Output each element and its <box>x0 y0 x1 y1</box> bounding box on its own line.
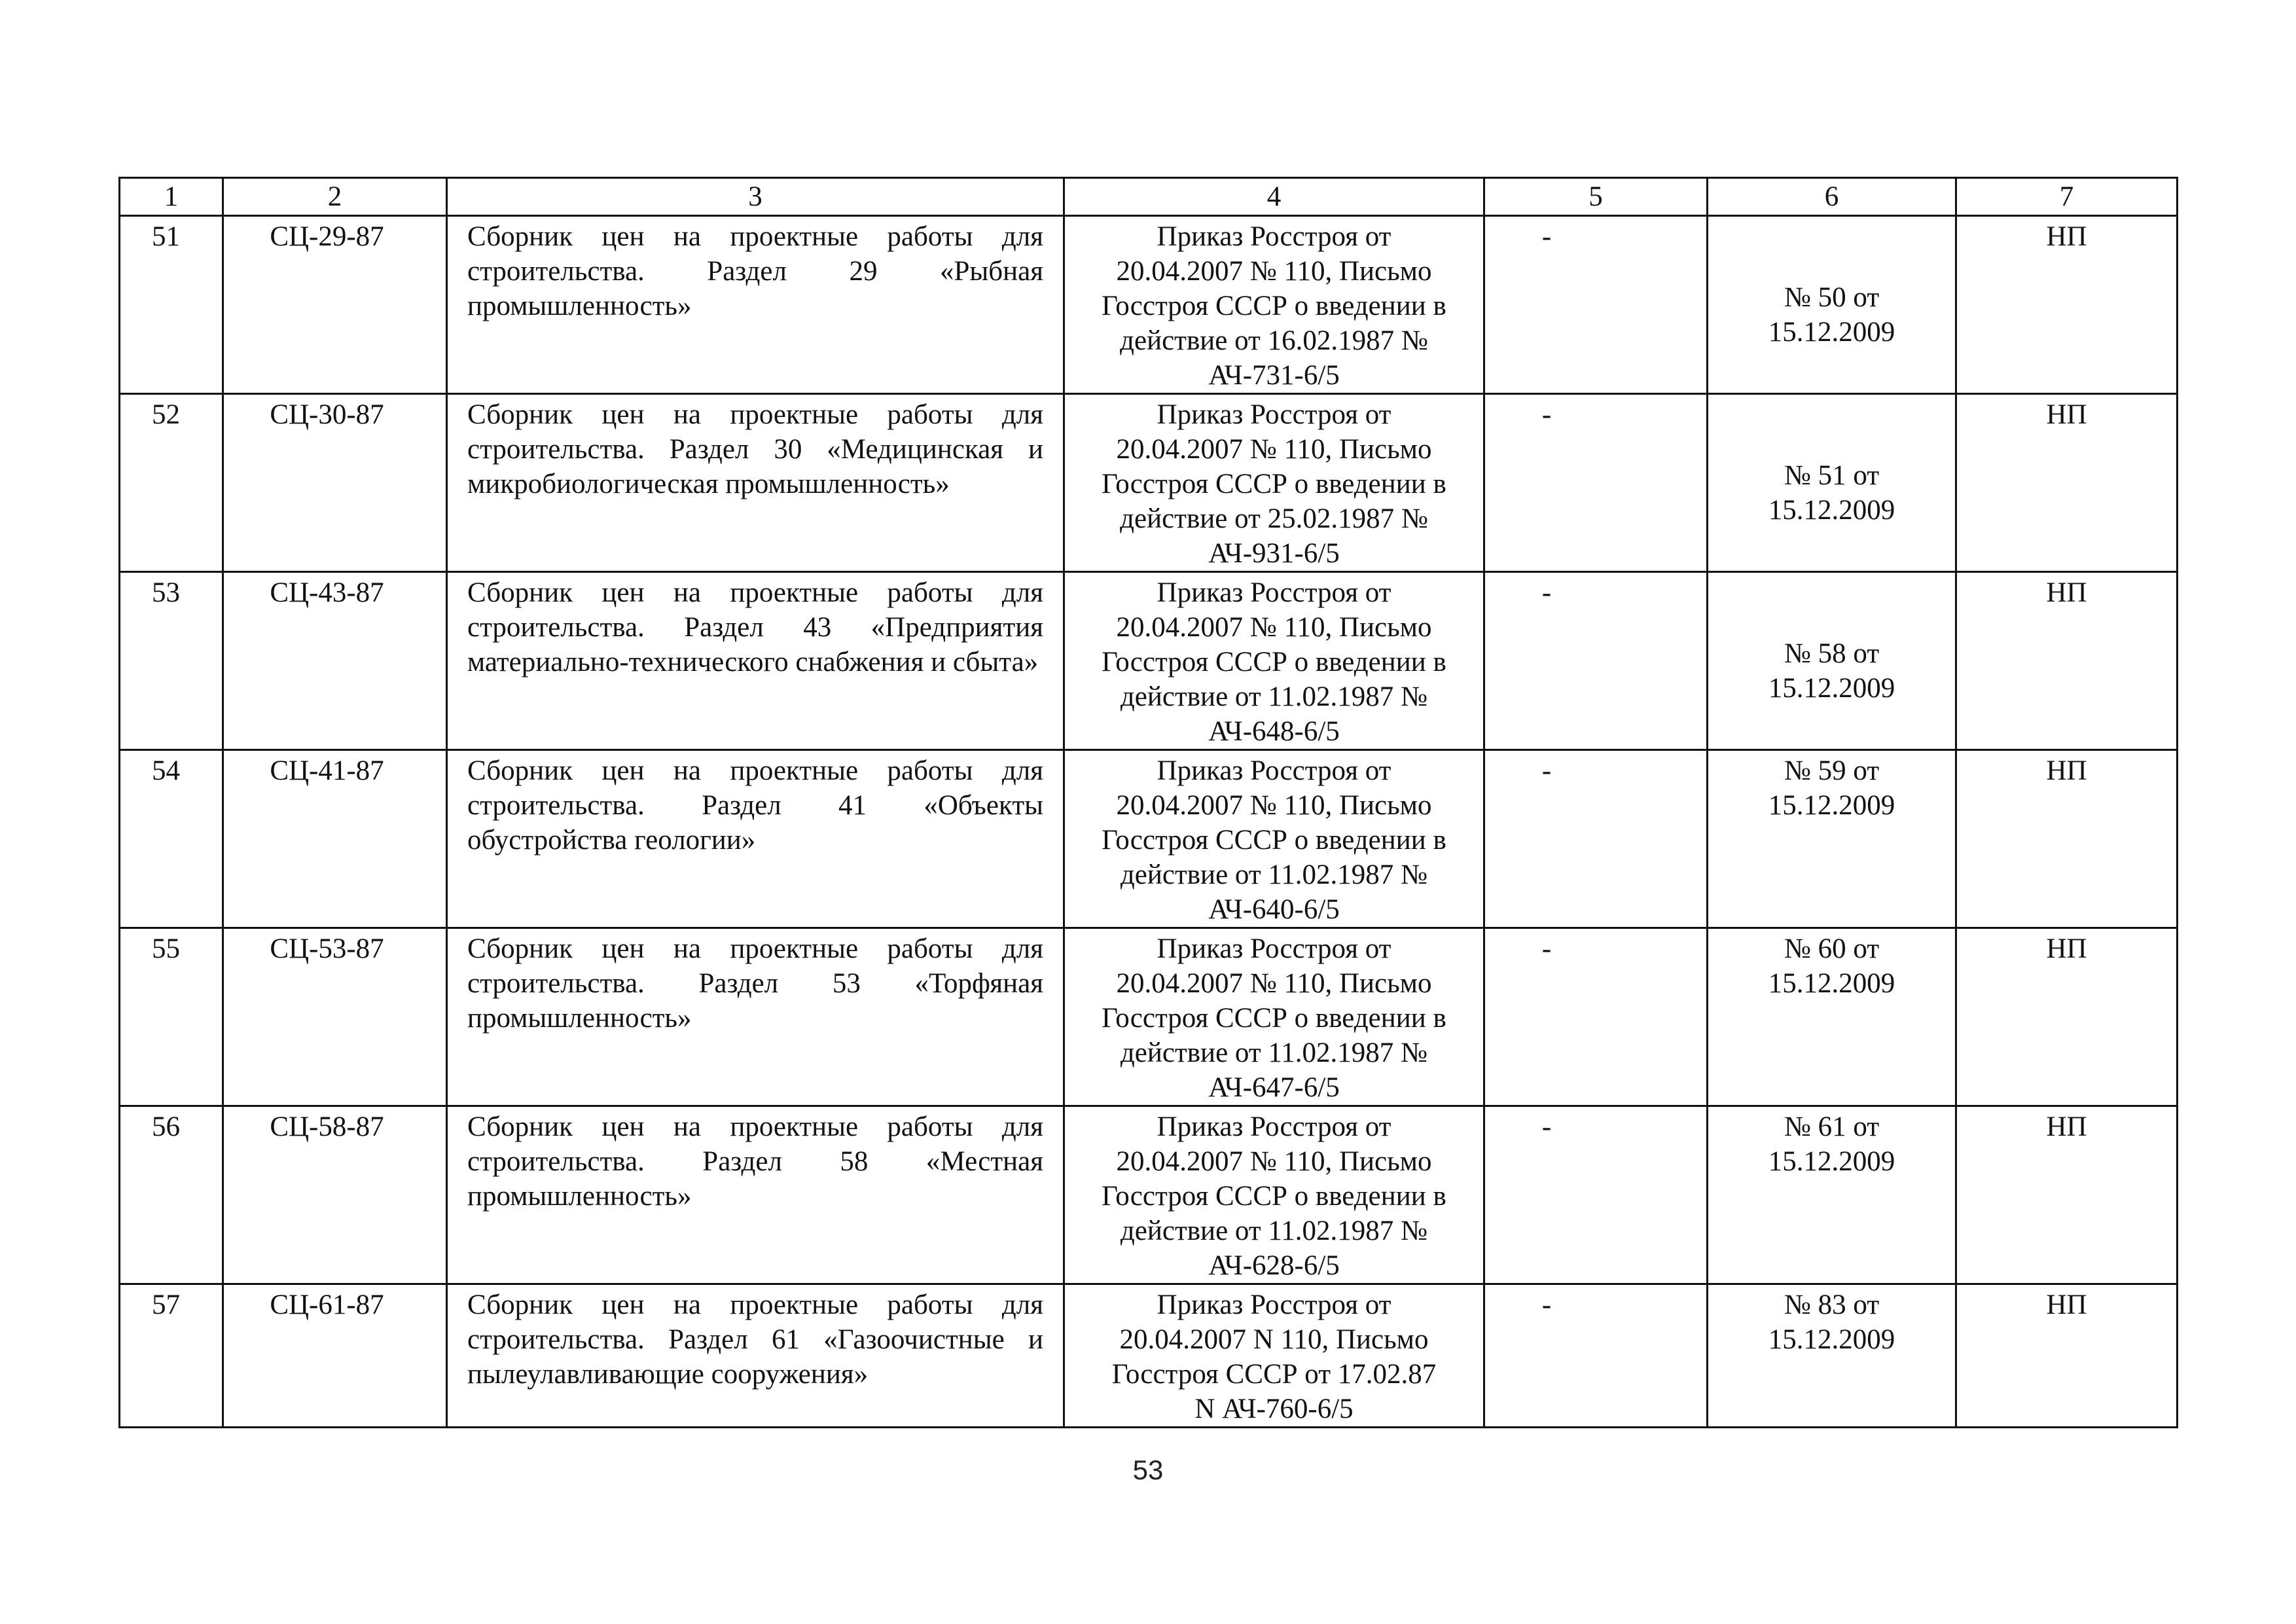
ref-line: 15.12.2009 <box>1768 672 1895 704</box>
status-value: НП <box>1956 1106 2178 1284</box>
order-line: 20.04.2007 № 110, Письмо <box>1116 968 1432 999</box>
document-code: СЦ-30-87 <box>223 394 447 572</box>
header-cell-1: 1 <box>120 178 223 216</box>
order-reference <box>1064 928 1484 1106</box>
order-line: Приказ Росстроя от <box>1157 933 1391 964</box>
document-title: Сборник цен на проектные работы для строительства. Раздел 30 «Медицинская и микробиологическая промышленность» <box>447 394 1064 572</box>
row-number: 54 <box>120 750 223 928</box>
order-line: АЧ-731-6/5 <box>1208 360 1340 391</box>
protocol-reference <box>1708 394 1956 572</box>
document-title: Сборник цен на проектные работы для строительства. Раздел 61 «Газоочистные и пылеулавливающие сооружения» <box>447 1284 1064 1428</box>
order-line: Приказ Росстроя от <box>1157 755 1391 786</box>
order-line: АЧ-628-6/5 <box>1208 1250 1340 1281</box>
protocol-reference <box>1708 750 1956 928</box>
order-line: 20.04.2007 N 110, Письмо <box>1119 1324 1429 1355</box>
protocol-reference <box>1708 572 1956 750</box>
document-title: Сборник цен на проектные работы для строительства. Раздел 53 «Торфяная промышленность» <box>447 928 1064 1106</box>
order-reference <box>1064 1106 1484 1284</box>
table-row <box>120 216 2178 394</box>
row-number: 55 <box>120 928 223 1106</box>
document-title: Сборник цен на проектные работы для строительства. Раздел 58 «Местная промышленность» <box>447 1106 1064 1284</box>
ref-line: 15.12.2009 <box>1768 790 1895 821</box>
protocol-reference <box>1708 216 1956 394</box>
document-title: Сборник цен на проектные работы для строительства. Раздел 41 «Объекты обустройства геологии» <box>447 750 1064 928</box>
page-number: 53 <box>1132 1454 1164 1485</box>
status-value: НП <box>1956 216 2178 394</box>
table-row <box>120 572 2178 750</box>
order-line: АЧ-648-6/5 <box>1208 716 1340 747</box>
order-line: N АЧ-760-6/5 <box>1194 1394 1354 1424</box>
order-reference <box>1064 572 1484 750</box>
document-title: Сборник цен на проектные работы для строительства. Раздел 43 «Предприятия материально-технического снабжения и сбыта» <box>447 572 1064 750</box>
row-number: 51 <box>120 216 223 394</box>
row-number: 57 <box>120 1284 223 1428</box>
ref-line: № 83 от <box>1784 1290 1880 1320</box>
order-line: действие от 11.02.1987 № <box>1120 859 1428 890</box>
order-line: 20.04.2007 № 110, Письмо <box>1116 612 1432 643</box>
order-reference <box>1064 1284 1484 1428</box>
table-row <box>120 928 2178 1106</box>
column-5-value: - <box>1484 1284 1708 1428</box>
header-cell-3: 3 <box>447 178 1064 216</box>
order-line: Госстроя СССР о введении в <box>1102 1003 1446 1034</box>
order-line: Приказ Росстроя от <box>1157 399 1391 430</box>
ref-line: № 59 от <box>1784 755 1880 786</box>
status-value: НП <box>1956 1284 2178 1428</box>
order-line: действие от 11.02.1987 № <box>1120 1038 1428 1068</box>
order-line: 20.04.2007 № 110, Письмо <box>1116 790 1432 821</box>
header-row <box>120 178 2178 216</box>
column-5-value: - <box>1484 394 1708 572</box>
row-number: 56 <box>120 1106 223 1284</box>
order-line: Госстроя СССР о введении в <box>1102 469 1446 499</box>
order-reference <box>1064 750 1484 928</box>
ref-line: 15.12.2009 <box>1768 968 1895 999</box>
order-line: АЧ-931-6/5 <box>1208 538 1340 569</box>
ref-line: № 60 от <box>1784 933 1880 964</box>
ref-line: 15.12.2009 <box>1768 494 1895 526</box>
table-row <box>120 394 2178 572</box>
order-line: Приказ Росстроя от <box>1157 577 1391 608</box>
order-line: Приказ Росстроя от <box>1157 221 1391 252</box>
order-line: действие от 25.02.1987 № <box>1120 503 1428 534</box>
header-cell-6: 6 <box>1708 178 1956 216</box>
ref-line: 15.12.2009 <box>1768 1146 1895 1177</box>
status-value: НП <box>1956 394 2178 572</box>
document-code: СЦ-43-87 <box>223 572 447 750</box>
order-line: Приказ Росстроя от <box>1157 1290 1391 1320</box>
order-line: АЧ-647-6/5 <box>1208 1072 1340 1103</box>
ref-line: № 50 от <box>1784 281 1880 313</box>
row-number: 52 <box>120 394 223 572</box>
order-line: Госстроя СССР о введении в <box>1102 1181 1446 1212</box>
ref-line: № 58 от <box>1784 638 1880 669</box>
document-code: СЦ-58-87 <box>223 1106 447 1284</box>
status-value: НП <box>1956 928 2178 1106</box>
row-number: 53 <box>120 572 223 750</box>
header-cell-4: 4 <box>1064 178 1484 216</box>
ref-line: № 61 от <box>1784 1111 1880 1142</box>
protocol-reference <box>1708 1284 1956 1428</box>
header-cell-2: 2 <box>223 178 447 216</box>
status-value: НП <box>1956 750 2178 928</box>
protocol-reference <box>1708 928 1956 1106</box>
header-cell-7: 7 <box>1956 178 2178 216</box>
order-line: действие от 16.02.1987 № <box>1120 325 1428 356</box>
table-row <box>120 1106 2178 1284</box>
order-line: действие от 11.02.1987 № <box>1120 1216 1428 1246</box>
order-line: 20.04.2007 № 110, Письмо <box>1116 434 1432 465</box>
column-5-value: - <box>1484 572 1708 750</box>
document-code: СЦ-29-87 <box>223 216 447 394</box>
status-value: НП <box>1956 572 2178 750</box>
order-reference <box>1064 394 1484 572</box>
ref-line: № 51 от <box>1784 460 1880 491</box>
document-code: СЦ-41-87 <box>223 750 447 928</box>
order-reference <box>1064 216 1484 394</box>
column-5-value: - <box>1484 928 1708 1106</box>
protocol-reference <box>1708 1106 1956 1284</box>
document-code: СЦ-53-87 <box>223 928 447 1106</box>
order-line: АЧ-640-6/5 <box>1208 894 1340 925</box>
order-line: действие от 11.02.1987 № <box>1120 681 1428 712</box>
ref-line: 15.12.2009 <box>1768 316 1895 348</box>
order-line: Госстроя СССР от 17.02.87 <box>1111 1359 1437 1390</box>
document-table <box>118 177 2178 1428</box>
order-line: Госстроя СССР о введении в <box>1102 291 1446 321</box>
header-cell-5: 5 <box>1484 178 1708 216</box>
order-line: 20.04.2007 № 110, Письмо <box>1116 256 1432 287</box>
document-title: Сборник цен на проектные работы для строительства. Раздел 29 «Рыбная промышленность» <box>447 216 1064 394</box>
table-row <box>120 1284 2178 1428</box>
column-5-value: - <box>1484 750 1708 928</box>
ref-line: 15.12.2009 <box>1768 1324 1895 1355</box>
order-line: Госстроя СССР о введении в <box>1102 825 1446 856</box>
column-5-value: - <box>1484 216 1708 394</box>
table-row <box>120 750 2178 928</box>
order-line: 20.04.2007 № 110, Письмо <box>1116 1146 1432 1177</box>
order-line: Приказ Росстроя от <box>1157 1111 1391 1142</box>
column-5-value: - <box>1484 1106 1708 1284</box>
document-code: СЦ-61-87 <box>223 1284 447 1428</box>
order-line: Госстроя СССР о введении в <box>1102 647 1446 677</box>
